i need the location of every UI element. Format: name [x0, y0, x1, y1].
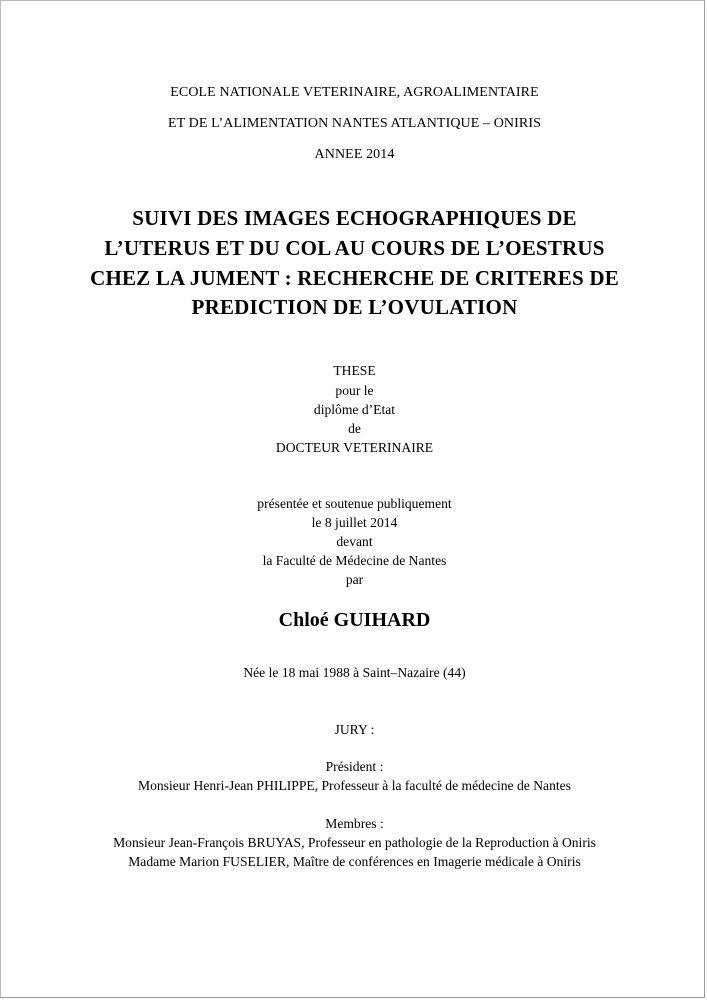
- thesis-of: de: [348, 421, 361, 436]
- thesis-title-line4: PREDICTION DE L’OVULATION: [191, 295, 518, 319]
- presentation-faculty: la Faculté de Médecine de Nantes: [262, 553, 447, 568]
- academic-year: ANNEE 2014: [314, 147, 395, 162]
- presentation-line1: présentée et soutenue publiquement: [257, 496, 452, 511]
- thesis-for: pour le: [335, 383, 374, 398]
- school-name-line1: ECOLE NATIONALE VETERINAIRE, AGROALIMENTAIRE: [170, 85, 539, 100]
- jury-member-2: Madame Marion FUSELIER, Maître de conférences en Imagerie médicale à Oniris: [128, 854, 581, 869]
- author-name: Chloé GUIHARD: [278, 609, 431, 631]
- jury-heading: JURY :: [334, 722, 375, 737]
- thesis-degree: DOCTEUR VETERINAIRE: [275, 440, 434, 455]
- thesis-title-line1: SUIVI DES IMAGES ECHOGRAPHIQUES DE: [132, 206, 577, 230]
- author-birth: Née le 18 mai 1988 à Saint–Nazaire (44): [243, 665, 466, 680]
- presentation-before: devant: [336, 534, 373, 549]
- presentation-by: par: [345, 572, 364, 587]
- school-name-line2: ET DE L’ALIMENTATION NANTES ATLANTIQUE – ONIRIS: [168, 116, 541, 131]
- jury-member-1: Monsieur Jean-François BRUYAS, Professeur en pathologie de la Reproduction à Oniris: [113, 835, 596, 850]
- thesis-diploma: diplôme d’Etat: [313, 402, 396, 417]
- jury-members-label: Membres :: [325, 816, 384, 831]
- presentation-date: le 8 juillet 2014: [311, 515, 398, 530]
- jury-president-label: Président :: [325, 759, 384, 774]
- thesis-title-line2: L’UTERUS ET DU COL AU COURS DE L’OESTRUS: [104, 236, 605, 260]
- thesis-type: THESE: [333, 363, 376, 378]
- jury-president: Monsieur Henri-Jean PHILIPPE, Professeur à la faculté de médecine de Nantes: [138, 778, 571, 793]
- thesis-title-line3: CHEZ LA JUMENT : RECHERCHE DE CRITERES DE: [90, 266, 619, 290]
